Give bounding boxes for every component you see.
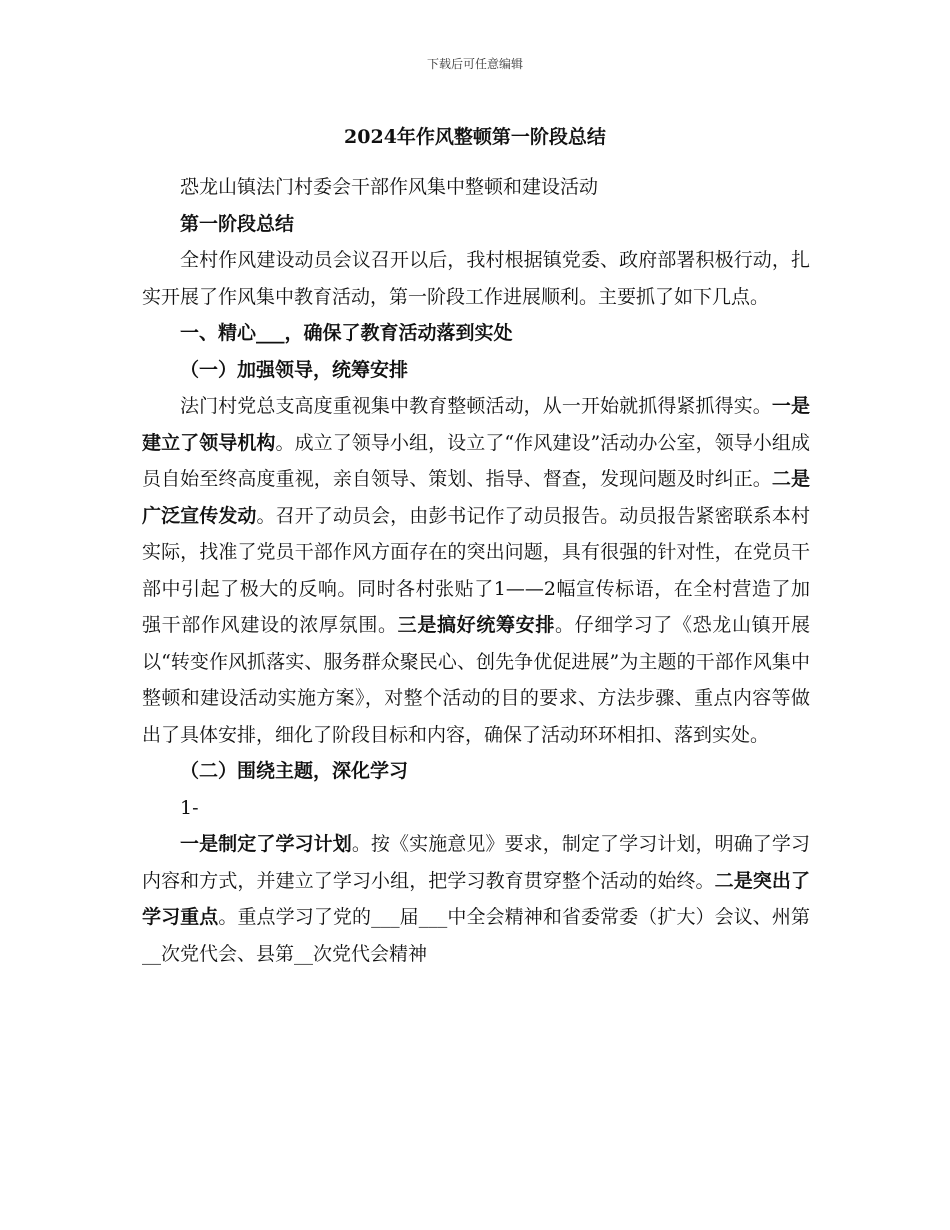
paragraph-1-bold-1: 一是建立了领导机构 [142,395,810,454]
header-note: 下载后可任意编辑 [426,57,523,71]
paragraph-2-text: 。重点学习了党的___届___中全会精神和省委常委（扩大）会议、州第__次党代会、县第__次党代会精神 [142,906,810,965]
page-marker: 1- [180,796,199,819]
paragraph-1 [142,388,810,753]
paragraph-2 [142,826,810,972]
paragraph-2-bold-2: 二是突出了学习重点 [142,869,810,928]
paragraph-1-bold-3: 三是搞好统筹安排 [397,614,555,636]
paragraph-2-bold-1: 一是制定了学习计划 [180,833,352,855]
section-1-heading: 一、精心___，确保了教育活动落到实处 [180,322,513,344]
paragraph-1-text: 。仔细学习了《恐龙山镇开展以“转变作风抓落实、服务群众聚民心、创先争优促进展”为主题的干部作风集中整顿和建设活动实施方案》，对整个活动的目的要求、方法步骤、重点内容等做出了具体安排，细化了阶段目标和内容，确保了活动环环相扣、落到实处。 [142,614,810,746]
intro-paragraph: 全村作风建设动员会议召开以后，我村根据镇党委、政府部署积极行动，扎实开展了作风集中教育活动，第一阶段工作进展顺利。主要抓了如下几点。 [142,249,810,308]
subtitle-line-2: 第一阶段总结 [180,212,295,235]
document-title: 2024年作风整顿第一阶段总结 [344,126,606,148]
paragraph-2-text: 。按《实施意见》要求，制定了学习计划，明确了学习内容和方式，并建立了学习小组，把学习教育贯穿整个活动的始终。 [142,833,810,892]
paragraph-1-bold-2: 二是广泛宣传发动 [142,468,810,527]
subsection-2-heading: （二）围绕主题，深化学习 [180,760,409,782]
subtitle-line-1: 恐龙山镇法门村委会干部作风集中整顿和建设活动 [180,176,599,198]
subsection-1-heading: （一）加强领导，统筹安排 [180,358,409,381]
paragraph-1-text: 法门村党总支高度重视集中教育整顿活动，从一开始就抓得紧抓得实。 [180,395,772,417]
document-body [142,169,810,972]
paragraph-1-text: 。召开了动员会，由彭书记作了动员报告。动员报告紧密联系本村实际，找准了党员干部作风方面存在的突出问题，具有很强的针对性，在党员干部中引起了极大的反响。同时各村张贴了1——2幅宣传标语，在全村营造了加强干部作风建设的浓厚氛围。 [142,504,810,636]
paragraph-1-text: 。成立了领导小组，设立了“作风建设”活动办公室，领导小组成员自始至终高度重视，亲自领导、策划、指导、督查，发现问题及时纠正。 [142,431,810,490]
